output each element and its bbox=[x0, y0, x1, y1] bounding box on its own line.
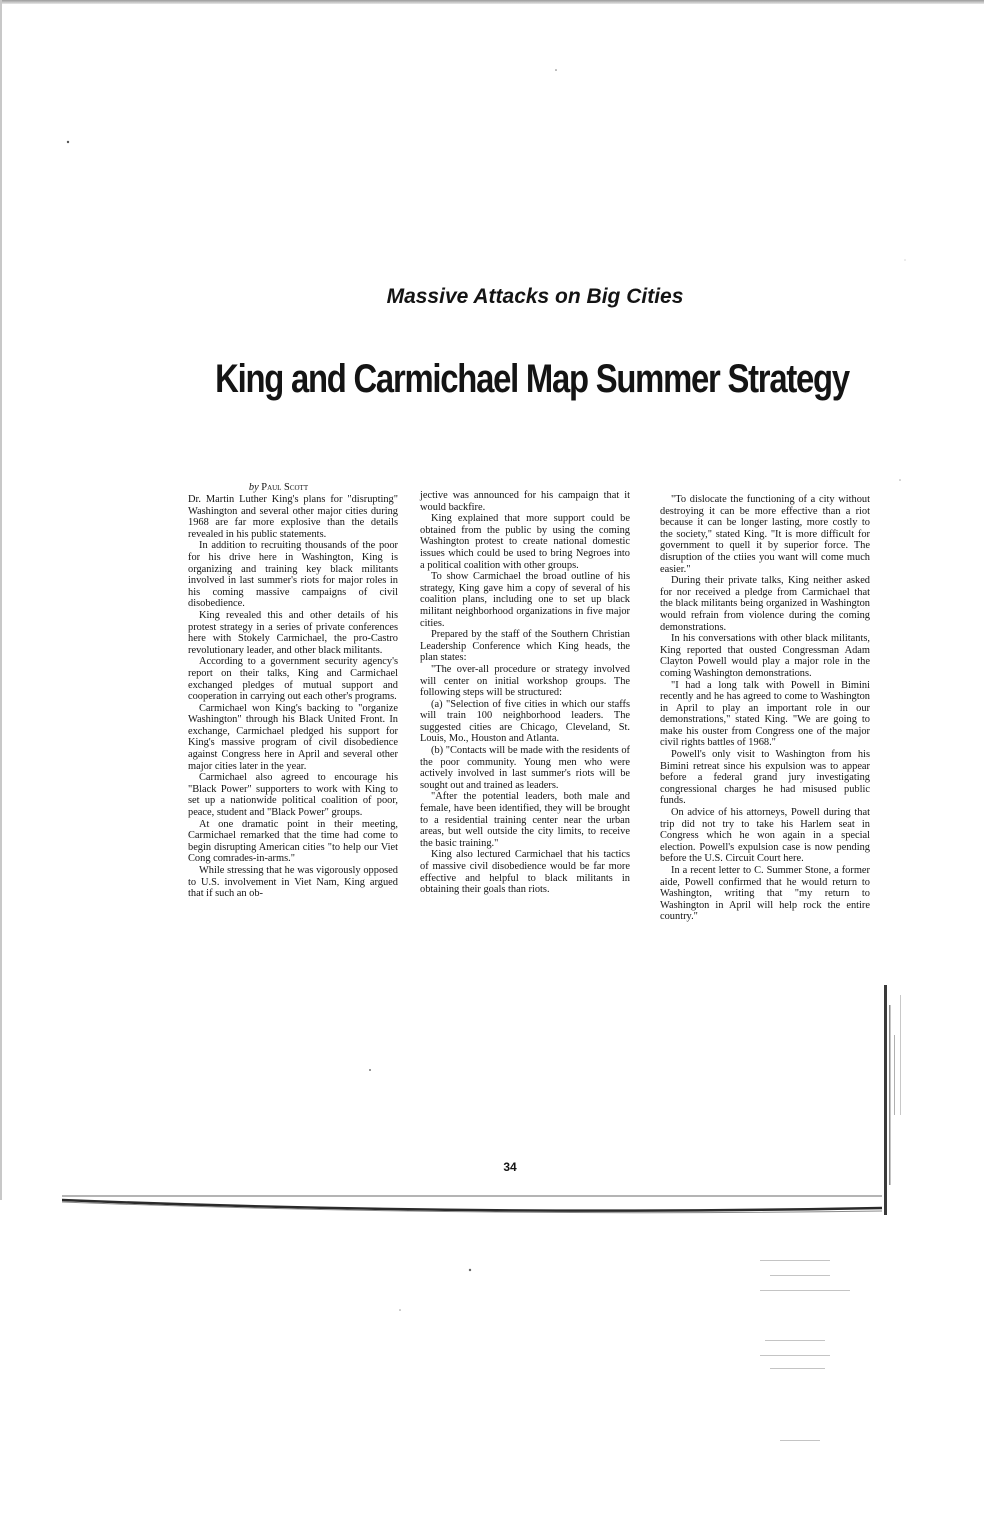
article-column-1 bbox=[188, 482, 398, 900]
scan-edge-top bbox=[0, 0, 984, 4]
paragraph: Carmichael also agreed to encourage his "Black Power" supporters to work with King to set up a nationwide political coalition of poor, peace, student and "Black Power" groups. bbox=[188, 772, 398, 819]
paragraph: At one dramatic point in their meeting, Carmichael remarked that the time had come to begin disrupting American cities "to help our Viet Cong comrades-in-arms." bbox=[188, 818, 398, 865]
paragraph: King revealed this and other details of his protest strategy in a series of private conferences here with Stokely Carmichael, the pro-Castro revolutionary leader, and other black militants. bbox=[188, 609, 398, 656]
paragraph: "To dislocate the functioning of a city without destroying it can be more effective than a riot because it can be longer lasting, more costly to the society," stated King. "It is more difficult for government to quell it by superior force. The disruption of the ctiies you want will come much easier." bbox=[660, 494, 870, 575]
paragraph: "I had a long talk with Powell in Bimini recently and he has agreed to come to Washington in April to play an important role in our demonstrations," stated King. "We are going to make his ouster from Congress one of the major civil rights battles of 1968." bbox=[660, 679, 870, 749]
paragraph: "The over-all procedure or strategy involved will center on initial workshop groups. The following steps will be structured: bbox=[420, 663, 630, 699]
byline-prefix: by bbox=[248, 482, 259, 493]
byline bbox=[188, 482, 398, 494]
paragraph: During their private talks, King neither asked for nor received a pledge from Carmichael that the black militants being organized in Washington would refrain from violence during the coming demonstrations. bbox=[660, 575, 870, 633]
paragraph: (a) "Selection of five cities in which our staffs will train 100 neighborhood leaders. The suggested cities are Chicago, Cleveland, St. Louis, Mo., Houston and Atlanta. bbox=[420, 698, 630, 745]
paragraph: In addition to recruiting thousands of the poor for his drive here in Washington, King is organizing and training key black militants involved in last summer's riots for major roles in his coming massive campaigns of civil disobedience. bbox=[188, 540, 398, 610]
paragraph: Dr. Martin Luther King's plans for "disrupting" Washington and several other major cities during 1968 are far more explosive than the details revealed in his public statements. bbox=[188, 494, 398, 540]
paragraph: According to a government security agency's report on their talks, King and Carmichael exchanged pledges of mutual support and cooperation in carrying out each other's programs. bbox=[188, 656, 398, 703]
scan-edge-left bbox=[0, 0, 2, 1200]
paragraph: In a recent letter to C. Summer Stone, a former aide, Powell confirmed that he would return to Washington, writing that "my return to Washington in April will help rock the entire country." bbox=[660, 865, 870, 923]
paragraph: Carmichael won King's backing to "organize Washington" through his Black United Front. In exchange, Carmichael pledged his support for King's massive program of civil disobedience against Congress here in April and several other major cities later in the year. bbox=[188, 702, 398, 772]
paragraph: King also lectured Carmichael that his tactics of massive civil disobedience would be far more effective and helpful to black militants in obtaining their goals than riots. bbox=[420, 849, 630, 896]
paragraph: "After the potential leaders, both male and female, have been identified, they will be brought to a residential training center near the urban areas, but well outside the city limits, to receive the basic training." bbox=[420, 791, 630, 849]
paragraph: Prepared by the staff of the Southern Christian Leadership Conference which King heads, the plan states: bbox=[420, 629, 630, 664]
byline-author: Paul Scott bbox=[261, 482, 309, 493]
page-bottom-rule bbox=[62, 1190, 888, 1218]
paragraph: King explained that more support could be obtained from the public by using the coming Washington protest to create national domestic issues which could be used to bring Negroes into a political coalition with other groups. bbox=[420, 513, 630, 571]
paragraph: In his conversations with other black militants, King reported that ousted Congressman Adam Clayton Powell would play a major role in the coming Washington demonstrations. bbox=[660, 633, 870, 679]
article-column-3 bbox=[660, 494, 870, 923]
paragraph: On advice of his attorneys, Powell during that trip did not try to take his Harlem seat in Congress which he won again in a special election. Powell's expulsion case is now pending before the U.S. Circuit Court here. bbox=[660, 807, 870, 865]
binding-edge-marks bbox=[876, 975, 906, 1225]
paragraph: While stressing that he was vigorously opposed to U.S. involvement in Viet Nam, King argued that if such an ob- bbox=[188, 865, 398, 900]
paragraph: (b) "Contacts will be made with the residents of the poor community. Young men who were actively involved in last summer's riots will be sought out and trained as leaders. bbox=[420, 745, 630, 791]
page-number: 34 bbox=[503, 1160, 517, 1174]
paragraph: jective was announced for his campaign that it would backfire. bbox=[420, 490, 630, 513]
article-kicker: Massive Attacks on Big Cities bbox=[386, 285, 684, 308]
paragraph: Powell's only visit to Washington from his Bimini retreat since his expulsion was to appear before a federal grand jury investigating congressional charges he had misused public funds. bbox=[660, 749, 870, 807]
paragraph: To show Carmichael the broad outline of his strategy, King gave him a copy of several of his coalition plans, including one to set up black militant neighborhood organizations in five major cities. bbox=[420, 571, 630, 629]
article-headline: King and Carmichael Map Summer Strategy bbox=[215, 357, 849, 401]
article-column-2 bbox=[420, 490, 630, 896]
